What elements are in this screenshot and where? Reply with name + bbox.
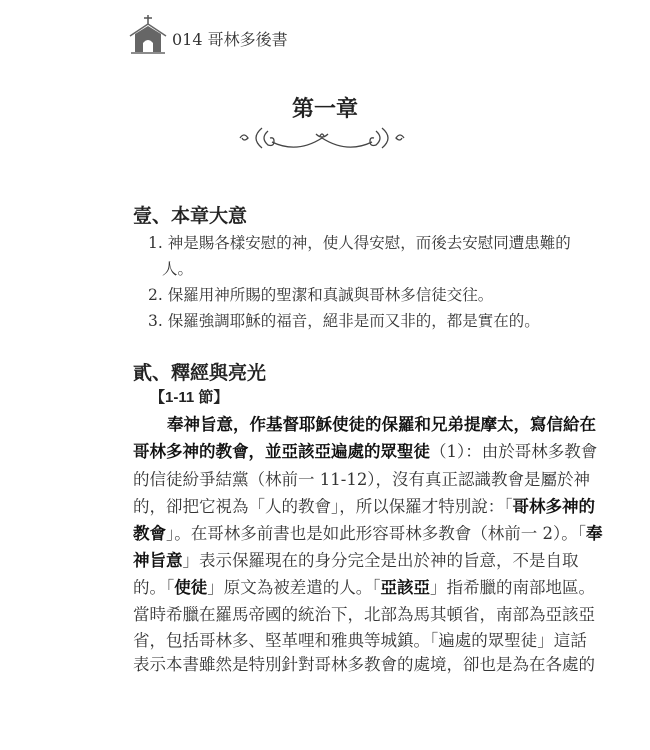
body-line — [133, 574, 595, 598]
body-line — [133, 466, 591, 490]
scripture-quote: 亞該亞 — [380, 578, 430, 597]
body-line — [133, 651, 595, 675]
body-line — [167, 411, 596, 435]
body-text: 省，包括哥林多、堅革哩和雅典等城鎮。「遍處的眾聖徒」這話 — [133, 631, 587, 650]
scripture-quote: 奉神旨意，作基督耶穌使徒的保羅和兄弟提摩太，寫信給在 — [167, 415, 596, 434]
section-heading-summary: 壹、本章大意 — [133, 205, 248, 227]
page-number: 014 — [172, 30, 203, 49]
body-text: 」。在哥林多前書也是如此形容哥林多教會（林前一 2）。「 — [166, 524, 586, 543]
scripture-quote: 哥林多神的教會，並亞該亞遍處的眾聖徒 — [133, 442, 430, 461]
body-text: （1）：由於哥林多教會 — [430, 442, 598, 461]
book-title: 哥林多後書 — [207, 30, 288, 49]
scripture-quote: 神旨意 — [133, 551, 183, 570]
list-item: 2. 保羅用神所賜的聖潔和真誠與哥林多信徒交往。 — [148, 286, 494, 304]
body-line — [133, 493, 595, 517]
scripture-quote: 哥林多神的 — [512, 497, 595, 516]
running-header — [172, 27, 288, 50]
church-icon — [128, 14, 168, 54]
body-text: 」指希臘的南部地區。 — [430, 578, 595, 597]
list-item: 1. 神是賜各樣安慰的神，使人得安慰，而後去安慰同遭患難的 — [148, 234, 571, 252]
body-text: 的信徒紛爭結黨（林前一 11-12），沒有真正認識教會是屬於神 — [133, 470, 591, 489]
body-line — [133, 438, 598, 462]
body-text: 當時希臘在羅馬帝國的統治下，北部為馬其頓省，南部為亞該亞 — [133, 605, 595, 624]
list-item-continued: 人。 — [162, 260, 194, 278]
body-line — [133, 547, 579, 571]
scripture-quote: 教會 — [133, 524, 166, 543]
section-heading-exegesis: 貳、釋經與亮光 — [133, 362, 267, 384]
body-line — [133, 627, 587, 651]
scripture-quote: 奉 — [586, 524, 603, 543]
chapter-title: 第一章 — [291, 96, 358, 122]
body-line — [133, 520, 603, 544]
body-text: 」原文為被差遣的人。「 — [207, 578, 381, 597]
ornament-divider-icon — [232, 124, 412, 152]
list-item: 3. 保羅強調耶穌的福音，絕非是而又非的，都是實在的。 — [148, 312, 540, 330]
body-text: 」表示保羅現在的身分完全是出於神的旨意，不是自取 — [182, 551, 579, 570]
body-text: 表示本書雖然是特別針對哥林多教會的處境，卻也是為在各處的 — [133, 655, 595, 674]
scripture-quote: 使徒 — [174, 578, 208, 597]
body-text: 的，卻把它視為「人的教會」，所以保羅才特別說：「 — [133, 497, 513, 516]
verse-range: 【1-11 節】 — [150, 389, 229, 406]
body-line — [133, 601, 595, 625]
body-text: 的。「 — [133, 578, 175, 597]
